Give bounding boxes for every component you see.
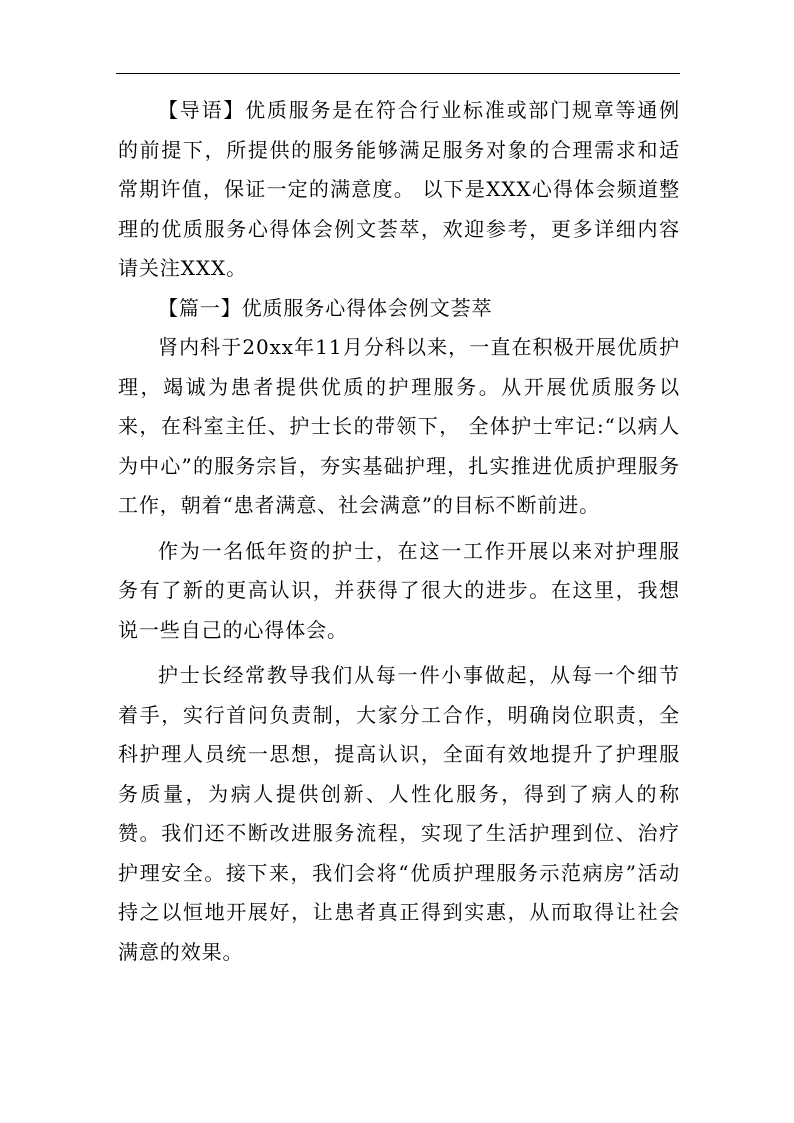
body-paragraph: 肾内科于20xx年11月分科以来，一直在积极开展优质护理，竭诚为患者提供优质的护理服务。从开展优质服务以来，在科室主任、护士长的带领下， 全体护士牢记:“以病人为中心”的服务宗旨，夯实基础护理，扎实推进优质护理服务工作，朝着“患者满意、社会满意”的目标不断前进。 (118, 335, 680, 517)
intro-paragraph: 【导语】优质服务是在符合行业标准或部门规章等通例的前提下，所提供的服务能够满足服务对象的合理需求和适常期许值，保证一定的满意度。 以下是XXX心得体会频道整理的优质服务心得体会例文荟萃，欢迎参考，更多详细内容请关注XXX。 (118, 98, 680, 280)
document-body (118, 91, 680, 972)
body-paragraph: 作为一名低年资的护士，在这一工作开展以来对护理服务有了新的更高认识，并获得了很大的进步。在这里，我想说一些自己的心得体会。 (118, 538, 680, 642)
body-paragraph: 护士长经常教导我们从每一件小事做起，从每一个细节着手，实行首问负责制，大家分工合作，明确岗位职责，全科护理人员统一思想，提高认识，全面有效地提升了护理服务质量，为病人提供创新、人性化服务，得到了病人的称赞。我们还不断改进服务流程，实现了生活护理到位、治疗护理安全。接下来，我们会将“优质护理服务示范病房”活动持之以恒地开展好，让患者真正得到实惠，从而取得让社会满意的效果。 (118, 663, 680, 964)
section-heading: 【篇一】优质服务心得体会例文荟萃 (158, 295, 493, 320)
header-rule (116, 73, 680, 74)
